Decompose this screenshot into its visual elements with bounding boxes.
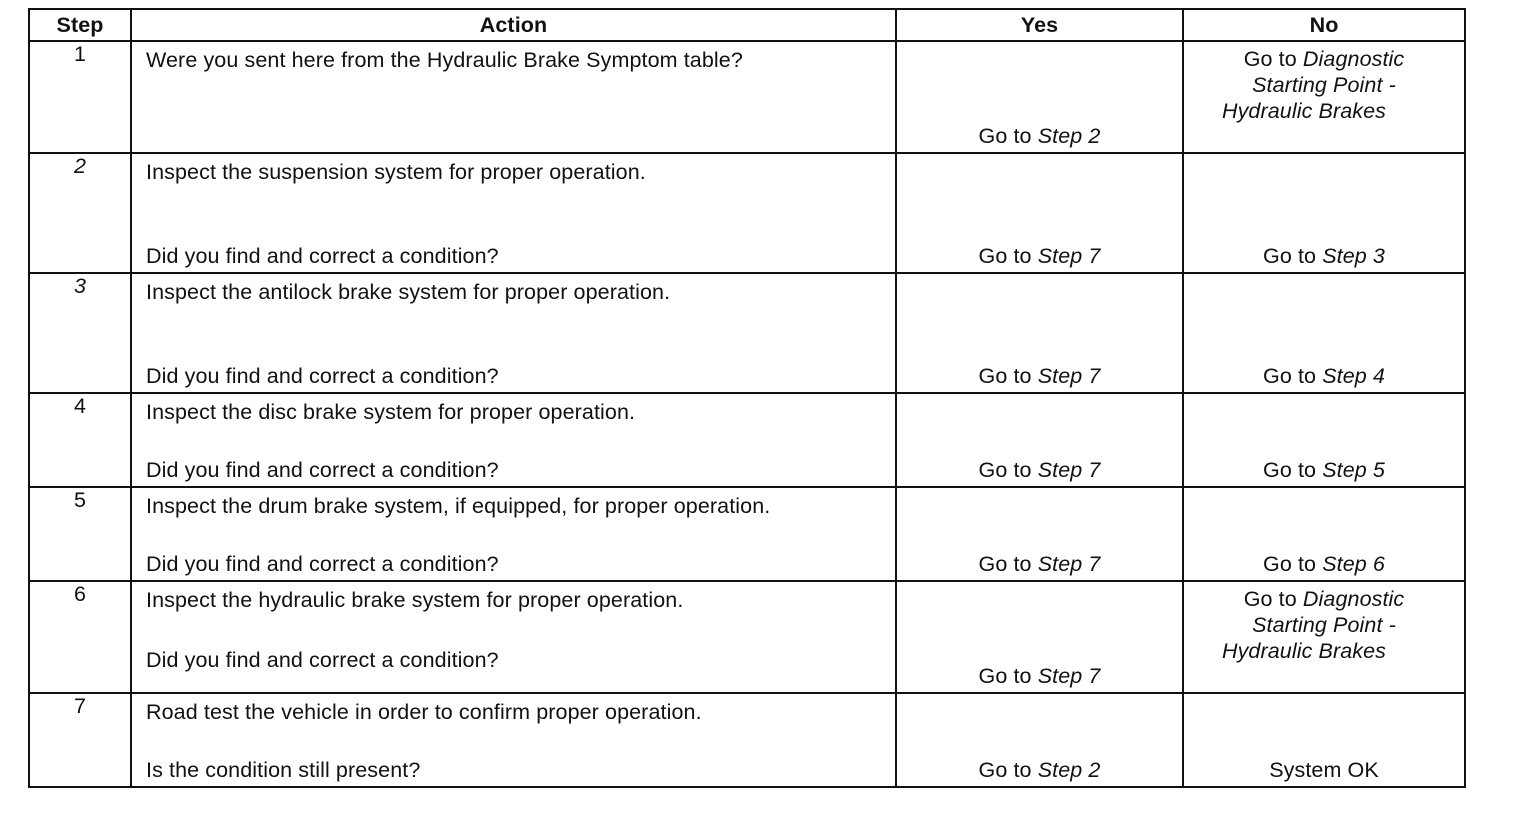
no-prefix: Go to [1243,587,1297,611]
no-cell [1183,693,1465,787]
no-prefix: Go to [1243,47,1297,71]
table-row [29,41,1465,153]
yes-cell [896,487,1183,581]
action-text: Inspect the disc brake system for proper operation. [146,400,636,424]
diagnostic-table [28,8,1466,788]
no-cell [1183,487,1465,581]
step-number: 7 [29,693,131,787]
no-step-link[interactable]: Step 5 [1322,458,1385,482]
action-cell [131,153,896,273]
table-row [29,273,1465,393]
no-step-link[interactable]: Step 4 [1322,364,1385,388]
no-prefix: Go to [1263,552,1317,576]
no-diagnostic-link[interactable]: Diagnostic [1302,47,1405,71]
action-text: Inspect the hydraulic brake system for proper operation. [146,588,684,612]
yes-step-link[interactable]: Step 2 [1037,124,1101,148]
action-text: Road test the vehicle in order to confirm proper operation. [146,700,702,724]
action-text: Were you sent here from the Hydraulic Brake Symptom table? [146,48,743,72]
step-number: 1 [29,41,131,153]
yes-step-link[interactable]: Step 2 [1037,758,1101,782]
action-text: Inspect the antilock brake system for proper operation. [146,280,671,304]
no-cell [1183,41,1465,153]
action-cell [131,41,896,153]
yes-cell [896,393,1183,487]
yes-prefix: Go to [978,664,1032,688]
yes-prefix: Go to [978,244,1032,268]
yes-step-link[interactable]: Step 7 [1037,552,1101,576]
no-step-link[interactable]: Step 3 [1322,244,1385,268]
action-question: Is the condition still present? [146,758,421,782]
yes-cell [896,41,1183,153]
action-text: Inspect the suspension system for proper operation. [146,160,646,184]
table-row [29,487,1465,581]
table-row [29,693,1465,787]
no-cell [1183,273,1465,393]
step-number: 4 [29,393,131,487]
yes-cell [896,693,1183,787]
step-number: 6 [29,581,131,693]
no-prefix: Go to [1263,244,1317,268]
no-step-link[interactable]: Step 6 [1322,552,1385,576]
no-cell [1183,153,1465,273]
yes-prefix: Go to [978,458,1032,482]
table-row [29,581,1465,693]
no-result-text: System OK [1269,758,1379,782]
header-action: Action [131,9,896,41]
diagnostic-table-page [28,8,1464,788]
yes-prefix: Go to [978,124,1032,148]
table-header-row [29,9,1465,41]
yes-cell [896,581,1183,693]
yes-step-link[interactable]: Step 7 [1037,244,1101,268]
no-diagnostic-link-line3[interactable]: Hydraulic Brakes [1221,99,1387,123]
action-question: Did you find and correct a condition? [146,648,499,672]
action-cell [131,273,896,393]
table-row [29,393,1465,487]
header-yes: Yes [896,9,1183,41]
action-cell [131,581,896,693]
table-row [29,153,1465,273]
no-diagnostic-link-line3[interactable]: Hydraulic Brakes [1221,639,1387,663]
no-cell [1183,581,1465,693]
yes-prefix: Go to [978,758,1032,782]
no-cell [1183,393,1465,487]
no-diagnostic-link-line2[interactable]: Starting Point - [1252,613,1396,637]
action-question: Did you find and correct a condition? [146,552,499,576]
header-no: No [1183,9,1465,41]
no-prefix: Go to [1263,458,1317,482]
yes-prefix: Go to [978,552,1032,576]
action-question: Did you find and correct a condition? [146,364,499,388]
step-number: 5 [29,487,131,581]
no-diagnostic-link[interactable]: Diagnostic [1302,587,1405,611]
step-number: 2 [29,153,131,273]
step-number: 3 [29,273,131,393]
action-cell [131,393,896,487]
header-step: Step [29,9,131,41]
yes-cell [896,153,1183,273]
yes-step-link[interactable]: Step 7 [1037,364,1101,388]
yes-step-link[interactable]: Step 7 [1037,458,1101,482]
yes-step-link[interactable]: Step 7 [1037,664,1101,688]
no-prefix: Go to [1263,364,1317,388]
yes-prefix: Go to [978,364,1032,388]
action-text: Inspect the drum brake system, if equipped, for proper operation. [146,494,771,518]
action-question: Did you find and correct a condition? [146,458,499,482]
action-cell [131,487,896,581]
yes-cell [896,273,1183,393]
no-diagnostic-link-line2[interactable]: Starting Point - [1252,73,1396,97]
action-question: Did you find and correct a condition? [146,244,499,268]
action-cell [131,693,896,787]
